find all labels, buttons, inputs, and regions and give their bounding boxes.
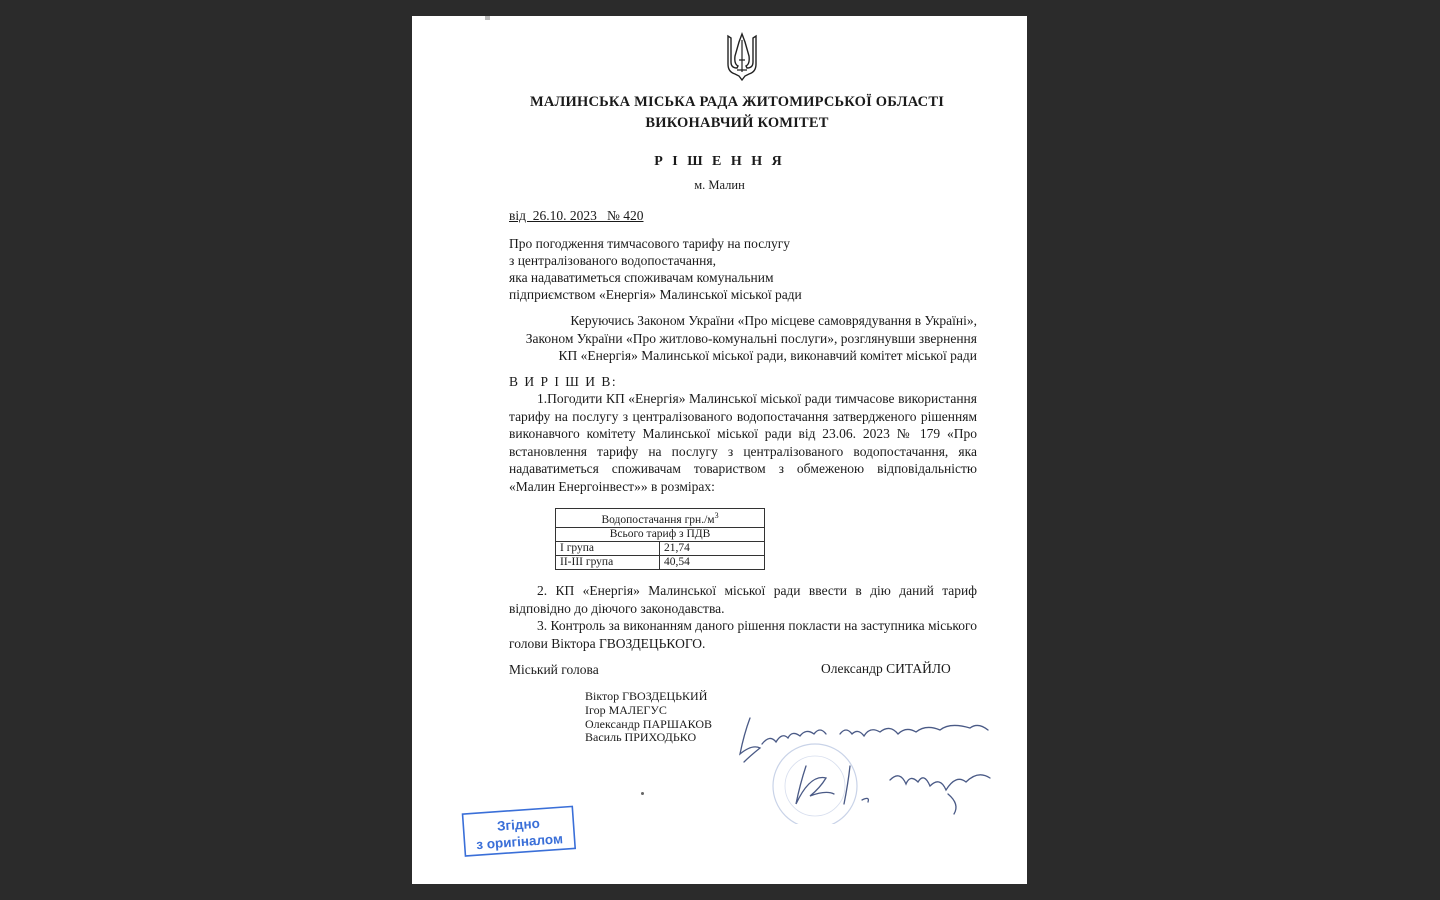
mayor-title: Міський голова bbox=[509, 662, 599, 677]
council-header bbox=[412, 92, 1027, 134]
approver-name: Віктор ГВОЗДЕЦЬКИЙ bbox=[585, 689, 708, 703]
decision-title: Р І Ш Е Н Н Я bbox=[654, 154, 785, 169]
approver-name: Василь ПРИХОДЬКО bbox=[585, 730, 697, 745]
point-3-text: 3. Контроль за виконанням даного рішення покласти на заступника міського голови Віктора ГВОЗДЕЦЬКОГО. bbox=[509, 618, 977, 651]
tariff-value-cell: 21,74 bbox=[660, 541, 765, 555]
decision-dateline: від 26.10. 2023 № 420 bbox=[509, 208, 644, 223]
table-row bbox=[556, 541, 765, 555]
approvers-list bbox=[585, 690, 712, 745]
decision-city: м. Малин bbox=[694, 178, 745, 192]
scan-speck bbox=[485, 16, 490, 20]
preamble-line: КП «Енергія» Малинської міської ради, виконавчий комітет міської ради bbox=[558, 348, 977, 363]
preamble-line: Керуючись Законом України «Про місцеве самоврядування в Україні», bbox=[570, 313, 977, 328]
preamble bbox=[509, 312, 977, 365]
point-2-text: 2. КП «Енергія» Малинської міської ради ввести в дію даний тариф відповідно до діючого законодавства. bbox=[509, 583, 977, 616]
preamble-line: Законом України «Про житлово-комунальні послуги», розглянувши звернення bbox=[525, 330, 977, 346]
subject-line: підприємством «Енергія» Малинської міської ради bbox=[509, 287, 802, 302]
stamp-line-1: Згідно bbox=[496, 815, 541, 834]
approver-name: Олександр ПАРШАКОВ bbox=[585, 716, 712, 731]
tariff-value-cell: 40,54 bbox=[660, 555, 765, 569]
point-1-text: 1.Погодити КП «Енергія» Малинської міської ради тимчасове використання тарифу на послугу з централізованого водопостачання затвердженого рішенням виконавчого комітету Малинської міської ради від 23.06. 2023 № 179 «Про встановлення тарифу на послугу з централізованого водопостачання, яка надаватиметься споживачам товариством з обмеженою відповідальністю «Малин Енергоінвест»» в розмірах: bbox=[509, 391, 977, 494]
approver-name: Ігор МАЛЕГУС bbox=[585, 702, 667, 717]
resolved-heading: В И Р І Ш И В: bbox=[509, 374, 618, 389]
scan-dot bbox=[641, 792, 644, 795]
subject-line: з централізованого водопостачання, bbox=[509, 253, 716, 268]
subject-line: Про погодження тимчасового тарифу на послугу bbox=[509, 236, 790, 251]
certified-copy-stamp bbox=[460, 804, 584, 862]
mayor-name: Олександр СИТАЙЛО bbox=[821, 661, 951, 676]
council-name: МАЛИНСЬКА МІСЬКА РАДА ЖИТОМИРСЬКОЇ ОБЛАСТІ bbox=[529, 94, 945, 110]
tariff-table-header: Водопостачання $грн./м^3$ bbox=[556, 509, 765, 528]
document-page bbox=[412, 16, 1027, 884]
subject-line: яка надаватиметься споживачам комунальним bbox=[509, 270, 774, 285]
table-row bbox=[556, 555, 765, 569]
tariff-table-subheader: Всього тариф з ПДВ bbox=[556, 527, 765, 541]
decision-point-1 bbox=[509, 390, 977, 495]
decision-subject bbox=[509, 235, 802, 303]
tariff-group-cell: ІІ-ІІІ група bbox=[556, 555, 660, 569]
trident-emblem-icon bbox=[725, 32, 759, 82]
committee-name: ВИКОНАВЧИЙ КОМІТЕТ bbox=[645, 115, 829, 131]
decision-points-2-3 bbox=[509, 582, 977, 652]
tariff-group-cell: І група bbox=[556, 541, 660, 555]
handwritten-signature-icon bbox=[730, 704, 1000, 824]
tariff-table bbox=[555, 508, 765, 570]
stamp-line-2: з оригіналом bbox=[475, 831, 564, 853]
